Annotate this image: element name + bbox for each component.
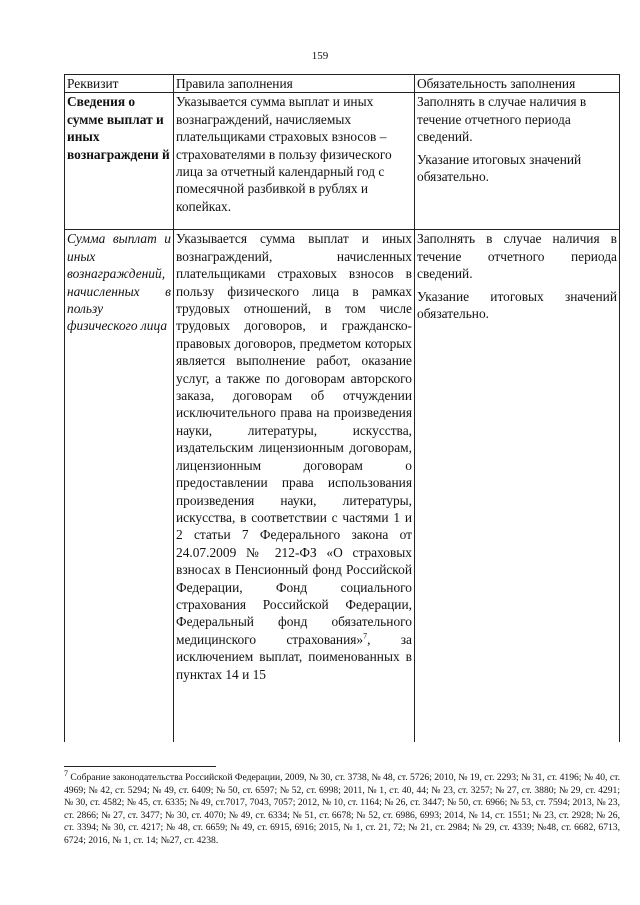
footnote-marker: 7 xyxy=(64,768,68,778)
row2-footnote-ref: 7 xyxy=(363,631,368,641)
footnote-separator xyxy=(64,766,216,767)
row2-obligation xyxy=(415,230,620,743)
row2-rule-text: Указывается сумма выплат и иных вознаграждений, начисленных плательщиками страховых взносов в пользу физического лица в рамках трудовых отношений, в том числе трудовых договоров, и гражданско-правовых договоров, предметом которых является выполнение работ, оказание услуг, а также по договорам авторского заказа, договорам об отчуждении исключительного права на произведения науки, литературы, искусства, издательским лицензионным договорам, лицензионным договорам о предоставлении права использования произведения науки, литературы, искусства, в соответствии с частями 1 и 2 статьи 7 Федерального закона от 24.07.2009 № 212-ФЗ «О страховых взносах в Пенсионный фонд Российской Федерации, Фонд социального страхования Российской Федерации, Федеральный фонд обязательного медицинского страхования» xyxy=(176,231,412,647)
header-requisite: Реквизит xyxy=(65,75,174,93)
row2-obligation-line2: Указание итоговых значений обязательно. xyxy=(417,288,617,322)
row1-requisite: Сведения о сумме выплат и иных вознаграждени й xyxy=(65,93,174,230)
table-header-row xyxy=(65,75,620,93)
header-obligation: Обязательность заполнения xyxy=(415,75,620,93)
footnote xyxy=(64,768,620,848)
row2-obligation-line1: Заполнять в случае наличия в течение отчетного периода сведений. xyxy=(417,231,617,282)
row2-rule-tail: , за исключением выплат, поименованных в пунктах 14 и 15 xyxy=(176,631,412,682)
table-row xyxy=(65,230,620,743)
row2-rule xyxy=(174,230,415,743)
page-number: 159 xyxy=(311,50,329,62)
header-rules: Правила заполнения xyxy=(174,75,415,93)
table-row xyxy=(65,93,620,230)
footnote-text: Собрание законодательства Российской Федерации, 2009, № 30, ст. 3738, № 48, ст. 5726; 2010, № 19, ст. 2293; № 31, ст. 4196; № 40, ст. 4969; № 42, ст. 5294; № 49, ст. 6409; № 50, ст. 6597; № 52, ст. 6998; 2011, № 1, ст. 40, 44; № 23, ст. 3257; № 27, ст. 3880; № 29, ст. 4291; № 30, ст. 4582; № 45, ст. 6335; № 49, ст.7017, 7043, 7057; 2012, № 10, ст. 1164; № 26, ст. 3447; № 50, ст. 6966; № 53, ст. 7594; 2013, № 23, ст. 2866; № 27, ст. 3477; № 30, ст. 4070; № 49, ст. 6334; № 51, ст. 6678; № 52, ст. 6986, 6993; 2014, № 14, ст. 1551; № 23, ст. 2928; № 26, ст. 3394; № 30, ст. 4217; № 48, ст. 6659; № 49, ст. 6915, 6916; 2015, № 1, ст. 21, 72; № 21, ст. 2984; № 29, ст. 4339; №48, ст. 6682, 6713, 6724; 2016, № 1, ст. 14; №27, ст. 4238. xyxy=(64,772,620,846)
requisites-table xyxy=(64,74,620,742)
row1-obligation-line1: Заполнять в случае наличия в течение отчетного периода сведений. xyxy=(417,94,587,145)
row1-obligation-line2: Указание итоговых значений обязательно. xyxy=(417,151,582,185)
row1-rule: Указывается сумма выплат и иных вознаграждений, начисляемых плательщиками страховых взносов – страхователями в пользу физического лица за отчетный календарный год с помесячной разбивкой в рублях и копейках. xyxy=(174,93,415,230)
row1-obligation xyxy=(415,93,620,230)
row2-requisite: Сумма выплат и иных вознаграждений, начисленных в пользу физического лица xyxy=(65,230,174,743)
